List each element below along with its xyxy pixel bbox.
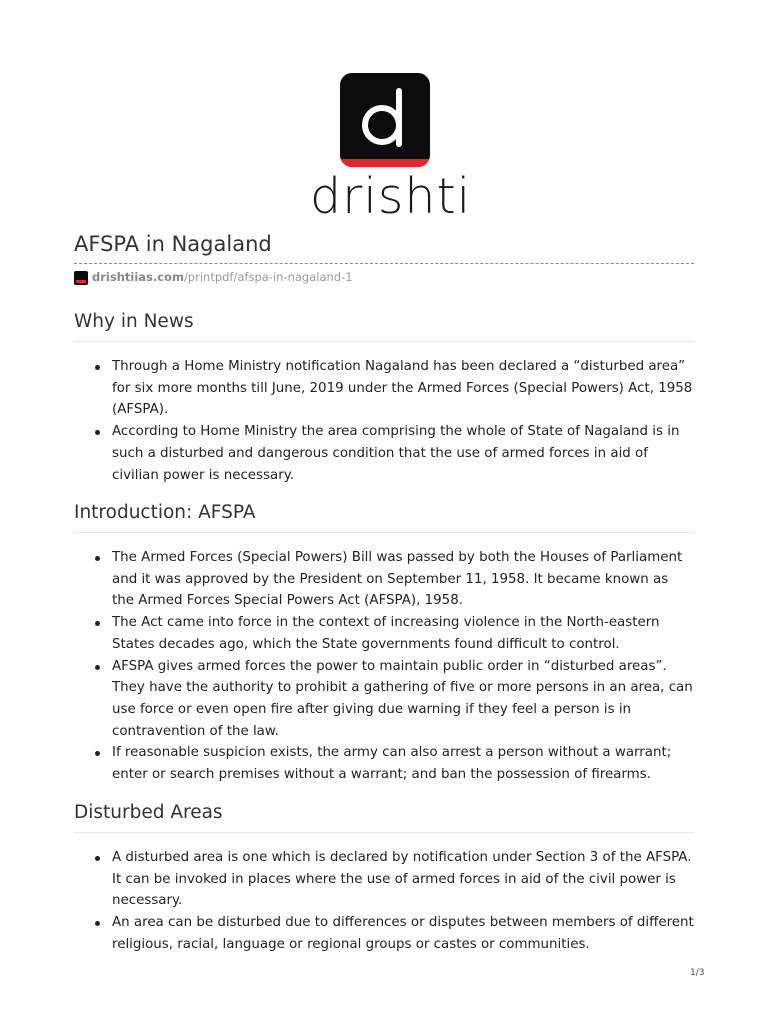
list-item: According to Home Ministry the area comprising the whole of State of Nagaland is in such a disturbed and dangerous condition that the use of armed forces in aid of civilian power is necessary.: [74, 421, 694, 486]
list-item: A disturbed area is one which is declared by notification under Section 3 of the AFSPA. It can be invoked in places where the use of armed forces in aid of the civil power is necessary.: [74, 847, 694, 912]
page-title: AFSPA in Nagaland: [74, 232, 272, 256]
drishti-logo: [310, 73, 472, 225]
section-heading: Introduction: AFSPA: [74, 500, 694, 533]
drishti-favicon-icon: [74, 271, 88, 285]
list-item: The Armed Forces (Special Powers) Bill was passed by both the Houses of Parliament and it was approved by the President on September 11, 1958. It became known as the Armed Forces Special Powers Act (AFSPA), 1958.: [74, 547, 694, 612]
bullet-list: [74, 356, 694, 486]
section-introduction-afspa: [74, 500, 694, 786]
bullet-list: [74, 847, 694, 956]
list-item: AFSPA gives armed forces the power to maintain public order in “disturbed areas”. They have the authority to prohibit a gathering of five or more persons in an area, can use force or even open fire after giving due warning if they feel a person is in contravention of the law.: [74, 656, 694, 743]
list-item: Through a Home Ministry notification Nagaland has been declared a “disturbed area” for six more months till June, 2019 under the Armed Forces (Special Powers) Act, 1958 (AFSPA).: [74, 356, 694, 421]
section-heading: Why in News: [74, 309, 694, 342]
list-item: If reasonable suspicion exists, the army can also arrest a person without a warrant; enter or search premises without a warrant; and ban the possession of firearms.: [74, 742, 694, 785]
section-why-in-news: [74, 309, 694, 486]
logo-wordmark: drishti: [310, 168, 472, 225]
source-domain[interactable]: drishtiias.com: [92, 270, 184, 284]
drishti-d-logo-icon: [340, 73, 430, 167]
bullet-list: [74, 547, 694, 786]
section-disturbed-areas: [74, 800, 694, 956]
source-link[interactable]: [74, 269, 353, 285]
title-divider: [74, 263, 694, 264]
section-heading: Disturbed Areas: [74, 800, 694, 833]
source-path[interactable]: /printpdf/afspa-in-nagaland-1: [183, 270, 353, 284]
page-number: 1/3: [690, 968, 705, 978]
list-item: The Act came into force in the context of increasing violence in the North-eastern States decades ago, which the State governments found difficult to control.: [74, 612, 694, 655]
list-item: An area can be disturbed due to differences or disputes between members of different religious, racial, language or regional groups or castes or communities.: [74, 912, 694, 955]
